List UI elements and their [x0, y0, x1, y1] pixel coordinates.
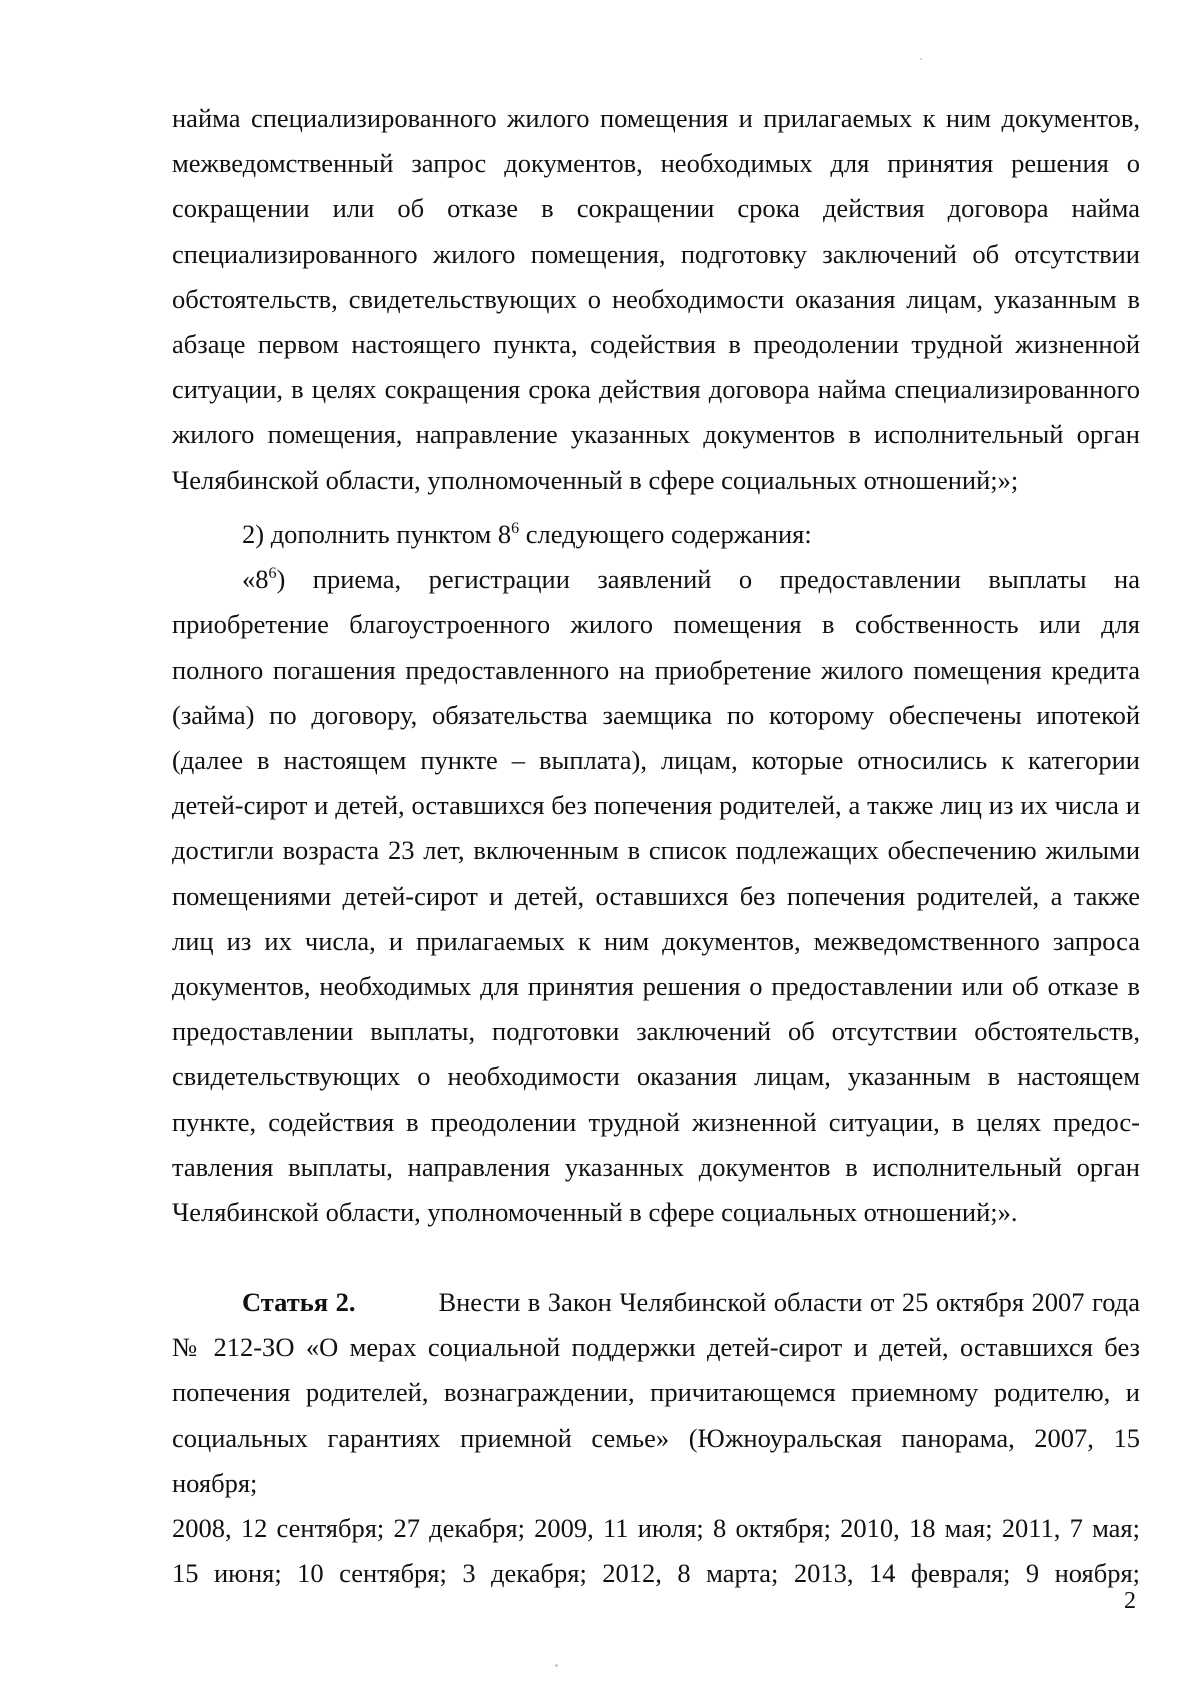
superscript: 6: [511, 520, 520, 537]
point-86-first-line: «$8^6$) приема, регистрации заявлений о предоставлении выплаты на: [242, 564, 1140, 595]
text-line: социальных гарантиях приемной семье» (Южноуральская панорама, 2007, 15 ноября;: [172, 1422, 1140, 1498]
continuation-paragraph: [172, 96, 1140, 503]
text-line: 2008, 12 сентября; 27 декабря; 2009, 11 июля; 8 октября; 2010, 18 мая; 2011, 7 мая;: [172, 1513, 1140, 1544]
text-line: (далее в настоящем пункте – выплата), лицам, которые относились к категории: [172, 745, 1140, 776]
text-line: достигли возраста 23 лет, включенным в список подлежащих обеспечению жилыми: [172, 835, 1140, 866]
text-line: попечения родителей, вознаграждении, причитающемся приемному родителю, и: [172, 1377, 1140, 1408]
text-line: детей-сирот и детей, оставшихся без попечения родителей, а также лиц из их числа и: [172, 790, 1140, 821]
item-2-line: 2) дополнить пунктом $8^6$ следующего содержания:: [242, 519, 812, 549]
text-line: предоставлении выплаты, подготовки заключений об отсутствии обстоятельств,: [172, 1016, 1140, 1047]
text-line: приобретение благоустроенного жилого помещения в собственность или для: [172, 609, 1140, 640]
text-line: межведомственный запрос документов, необходимых для принятия решения о: [172, 148, 1140, 179]
text-line: сокращении или об отказе в сокращении срока действия договора найма: [172, 193, 1140, 224]
text-line: специализированного жилого помещения, подготовку заключений об отсутствии: [172, 238, 1140, 269]
scan-speck: [555, 1664, 558, 1667]
page-number: 2: [1124, 1588, 1136, 1614]
article-2: [172, 1280, 1140, 1596]
text-line: документов, необходимых для принятия решения о предоставлении или об отказе в: [172, 971, 1140, 1002]
text-line: Челябинской области, уполномоченный в сфере социальных отношений;».: [172, 1197, 1018, 1228]
article-2-first-line: Статья 2. Внести в Закон Челябинской области от 25 октября 2007 года: [242, 1287, 1140, 1317]
scan-speck: [920, 58, 922, 60]
text-line: свидетельствующих о необходимости оказания лицам, указанным в настоящем: [172, 1061, 1140, 1092]
text-line: найма специализированного жилого помещения и прилагаемых к ним документов,: [172, 103, 1140, 133]
text-line: абзаце первом настоящего пункта, содействия в преодолении трудной жизненной: [172, 329, 1140, 360]
text-line: обстоятельств, свидетельствующих о необходимости оказания лицам, указанным в: [172, 283, 1140, 314]
text-line: лиц из их числа, и прилагаемых к ним документов, межведомственного запроса: [172, 925, 1140, 956]
text-line: Челябинской области, уполномоченный в сфере социальных отношений;»;: [172, 464, 1019, 495]
text-line: пункте, содействия в преодолении трудной жизненной ситуации, в целях предос-: [172, 1106, 1140, 1137]
text-line: № 212-ЗО «О мерах социальной поддержки детей-сирот и детей, оставшихся без: [172, 1332, 1140, 1363]
text-line: жилого помещения, направление указанных документов в исполнительный орган: [172, 419, 1140, 450]
amendment-item-2: [172, 512, 1140, 1235]
article-heading: Статья 2.: [242, 1287, 356, 1317]
text-line: (займа) по договору, обязательства заемщика по которому обеспечены ипотекой: [172, 699, 1140, 730]
text-line: полного погашения предоставленного на приобретение жилого помещения кредита: [172, 654, 1140, 685]
superscript: 6: [268, 565, 277, 583]
text-line: 15 июня; 10 сентября; 3 декабря; 2012, 8 марта; 2013, 14 февраля; 9 ноября;: [172, 1558, 1140, 1589]
text-line: помещениями детей-сирот и детей, оставшихся без попечения родителей, а также: [172, 880, 1140, 911]
text-line: ситуации, в целях сокращения срока действия договора найма специализированного: [172, 374, 1140, 405]
text-line: тавления выплаты, направления указанных документов в исполнительный орган: [172, 1151, 1140, 1182]
